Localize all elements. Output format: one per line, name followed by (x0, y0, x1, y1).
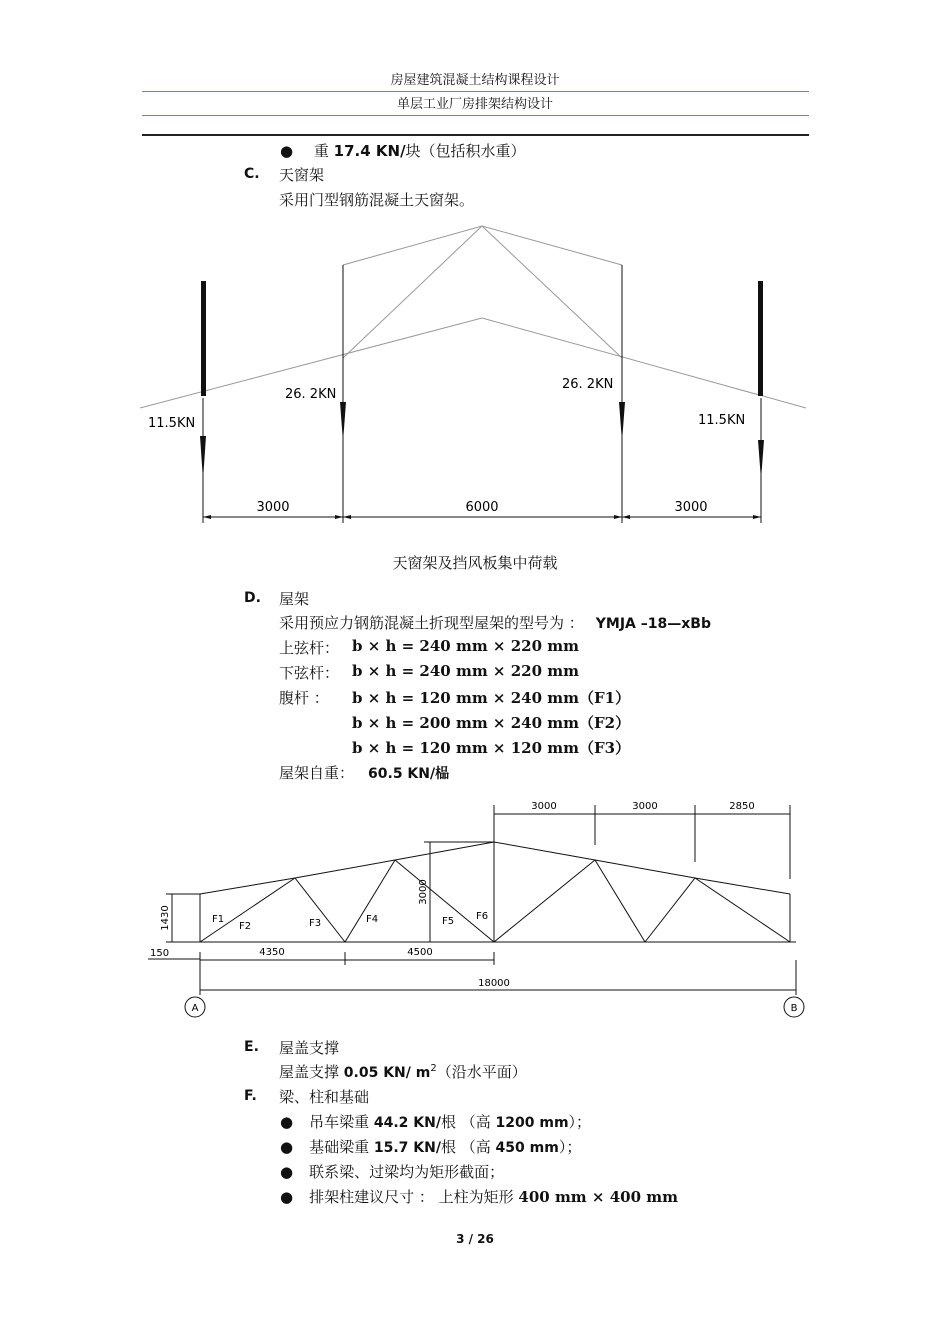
load-label-inner-left: 26. 2KN (285, 387, 337, 402)
height-mid: 3000 (418, 879, 429, 905)
web-member-f2: b × h = 200 mm × 240 mm（F2） (352, 714, 631, 732)
bullet: ● (280, 142, 294, 160)
skylight-outline (140, 226, 806, 408)
list-item: ● 排架柱建议尺寸 ： 上柱为矩形 400 mm × 400 mm (280, 1188, 678, 1206)
load-label-inner-right: 26. 2KN (562, 377, 614, 392)
axis-a-marker (185, 997, 205, 1017)
member-f1: F1 (212, 914, 225, 925)
height-end: 1430 (160, 905, 171, 931)
member-f5: F5 (442, 916, 455, 927)
list-item: ● 联系梁、过梁均为矩形截面； (280, 1163, 505, 1181)
height-dimensions (166, 842, 494, 942)
upper-chord-size: b × h = 240 mm × 220 mm (352, 637, 579, 655)
member-f3: F3 (309, 918, 322, 929)
top-dimension (494, 805, 790, 879)
wind-panels (201, 281, 763, 523)
header-divider-blue (142, 91, 809, 92)
section-c-title: 天窗架 (279, 166, 325, 184)
truss-model-code: YMJA –18—xBb (595, 616, 711, 632)
section-c-desc: 采用门型钢筋混凝土天窗架。 (279, 191, 475, 209)
upper-chord-label: 上弦杆： (279, 639, 340, 657)
bottom-dim-2: 4500 (407, 947, 433, 958)
dim-center: 6000 (465, 500, 499, 515)
axis-b-label: B (790, 1003, 798, 1014)
header-document-title: 单层工业厂房排架结构设计 (396, 97, 553, 112)
web-member-label: 腹杆 ： (279, 689, 329, 707)
load-arrows (200, 402, 764, 480)
section-c-letter: C. (244, 166, 260, 182)
dim-right: 3000 (674, 500, 708, 515)
roof-truss-diagram (140, 795, 812, 1025)
top-dim-3: 2850 (729, 801, 755, 812)
web-member-f1: b × h = 120 mm × 240 mm（F1） (352, 689, 631, 707)
top-dim-2: 3000 (632, 801, 658, 812)
page-number: 3 / 26 (456, 1232, 494, 1246)
section-d-letter: D. (244, 590, 261, 606)
axis-b-marker (784, 997, 804, 1017)
truss-members (200, 842, 796, 942)
skylight-figure-caption: 天窗架及挡风板集中荷载 (392, 554, 558, 572)
load-label-left: 11.5KN (148, 416, 196, 431)
skylight-posts (343, 265, 622, 523)
span-dim: 18000 (478, 978, 510, 989)
skylight-frame-diagram (140, 218, 812, 528)
header-course-title: 房屋建筑混凝土结构课程设计 (390, 73, 560, 88)
list-item: ● 吊车梁重 44.2 KN/根 （高 1200 mm）； (280, 1113, 592, 1131)
member-f2: F2 (239, 921, 252, 932)
load-label-right: 11.5KN (698, 413, 746, 428)
header-divider-blue-2 (142, 115, 809, 116)
section-e-title: 屋盖支撑 (279, 1039, 340, 1057)
truss-weight: 屋架自重： 60.5 KN/榀 (279, 764, 450, 782)
member-f4: F4 (366, 914, 379, 925)
truss-model-line: 采用预应力钢筋混凝土折现型屋架的型号为 ： YMJA –18—xBb (279, 614, 711, 632)
bottom-dim-1: 4350 (259, 947, 285, 958)
section-e-letter: E. (244, 1039, 259, 1055)
web-member-f3: b × h = 120 mm × 120 mm（F3） (352, 739, 631, 757)
lower-chord-size: b × h = 240 mm × 220 mm (352, 662, 579, 680)
member-f6: F6 (476, 911, 489, 922)
axis-a-label: A (191, 1003, 199, 1014)
section-d-title: 屋架 (279, 590, 310, 608)
roof-bracing-load: 屋盖支撑 0.05 KN/ $m^2$（沿水平面） (279, 1063, 527, 1081)
section-f-letter: F. (244, 1088, 257, 1104)
lower-chord-label: 下弦杆： (279, 664, 340, 682)
section-f-title: 梁、柱和基础 (279, 1088, 370, 1106)
dim-left: 3000 (256, 500, 290, 515)
top-dim-1: 3000 (531, 801, 557, 812)
list-item: ● 基础梁重 15.7 KN/根 （高 450 mm）； (280, 1138, 582, 1156)
header-divider-black (142, 134, 809, 136)
offset-label: 150 (150, 948, 170, 959)
weight-bullet-item: ● 重 17.4 KN/块（包括积水重） (280, 142, 526, 160)
